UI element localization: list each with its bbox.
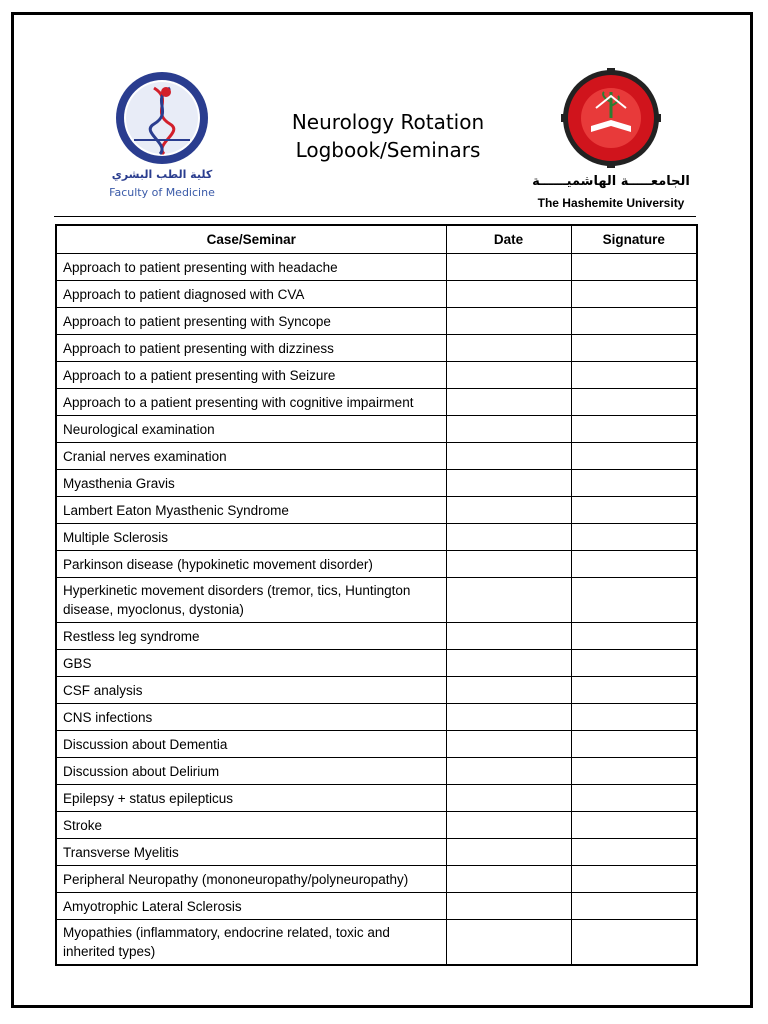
date-cell[interactable]: [446, 650, 571, 677]
date-cell[interactable]: [446, 389, 571, 416]
table-row: [56, 254, 697, 281]
case-seminar-cell: Cranial nerves examination: [56, 443, 446, 470]
date-cell[interactable]: [446, 893, 571, 920]
case-seminar-cell: Peripheral Neuropathy (mononeuropathy/polyneuropathy): [56, 866, 446, 893]
date-cell[interactable]: [446, 704, 571, 731]
table-row: [56, 812, 697, 839]
table-row: [56, 497, 697, 524]
signature-cell[interactable]: [571, 497, 697, 524]
case-seminar-cell: Approach to patient diagnosed with CVA: [56, 281, 446, 308]
date-cell[interactable]: [446, 785, 571, 812]
table-header-row: [56, 225, 697, 254]
case-seminar-cell: Approach to a patient presenting with Seizure: [56, 362, 446, 389]
signature-cell[interactable]: [571, 389, 697, 416]
date-cell[interactable]: [446, 551, 571, 578]
table-row: [56, 416, 697, 443]
table-row: [56, 893, 697, 920]
case-seminar-cell: CNS infections: [56, 704, 446, 731]
table-row: [56, 335, 697, 362]
date-cell[interactable]: [446, 839, 571, 866]
case-seminar-cell: Hyperkinetic movement disorders (tremor, tics, Huntington disease, myoclonus, dystonia): [56, 578, 446, 623]
case-seminar-cell: CSF analysis: [56, 677, 446, 704]
date-cell[interactable]: [446, 578, 571, 623]
case-seminar-cell: Approach to patient presenting with headache: [56, 254, 446, 281]
date-cell[interactable]: [446, 866, 571, 893]
date-cell[interactable]: [446, 623, 571, 650]
date-cell[interactable]: [446, 443, 571, 470]
table-row: [56, 731, 697, 758]
signature-cell[interactable]: [571, 650, 697, 677]
case-seminar-cell: Parkinson disease (hypokinetic movement disorder): [56, 551, 446, 578]
date-cell[interactable]: [446, 524, 571, 551]
signature-cell[interactable]: [571, 677, 697, 704]
signature-cell[interactable]: [571, 920, 697, 966]
faculty-arabic-name: كلية الطب البشري: [111, 168, 213, 181]
case-seminar-cell: Amyotrophic Lateral Sclerosis: [56, 893, 446, 920]
hashemite-university-logo: [530, 66, 692, 216]
faculty-seal-icon: [114, 70, 210, 166]
signature-cell[interactable]: [571, 416, 697, 443]
table-row: [56, 362, 697, 389]
table-row: [56, 866, 697, 893]
case-seminar-cell: Approach to patient presenting with Syncope: [56, 308, 446, 335]
date-cell[interactable]: [446, 758, 571, 785]
faculty-english-name: Faculty of Medicine: [109, 186, 215, 199]
faculty-of-medicine-logo: [110, 68, 214, 202]
case-seminar-cell: Myasthenia Gravis: [56, 470, 446, 497]
column-header-signature: Signature: [571, 225, 697, 254]
date-cell[interactable]: [446, 470, 571, 497]
signature-cell[interactable]: [571, 704, 697, 731]
date-cell[interactable]: [446, 281, 571, 308]
signature-cell[interactable]: [571, 524, 697, 551]
date-cell[interactable]: [446, 497, 571, 524]
table-row: [56, 524, 697, 551]
signature-cell[interactable]: [571, 254, 697, 281]
title-line-1: Neurology Rotation: [291, 110, 485, 134]
case-seminar-cell: Approach to a patient presenting with cognitive impairment: [56, 389, 446, 416]
date-cell[interactable]: [446, 812, 571, 839]
table-row: [56, 677, 697, 704]
page-title: [268, 108, 508, 164]
case-seminar-cell: Lambert Eaton Myasthenic Syndrome: [56, 497, 446, 524]
signature-cell[interactable]: [571, 758, 697, 785]
signature-cell[interactable]: [571, 470, 697, 497]
signature-cell[interactable]: [571, 335, 697, 362]
case-seminar-cell: Myopathies (inflammatory, endocrine related, toxic and inherited types): [56, 920, 446, 966]
case-seminar-cell: Approach to patient presenting with dizziness: [56, 335, 446, 362]
signature-cell[interactable]: [571, 623, 697, 650]
case-seminar-cell: Epilepsy + status epilepticus: [56, 785, 446, 812]
table-row: [56, 470, 697, 497]
university-seal-icon: [558, 68, 664, 168]
date-cell[interactable]: [446, 254, 571, 281]
table-row: [56, 650, 697, 677]
date-cell[interactable]: [446, 920, 571, 966]
case-seminar-cell: Neurological examination: [56, 416, 446, 443]
date-cell[interactable]: [446, 731, 571, 758]
signature-cell[interactable]: [571, 308, 697, 335]
table-row: [56, 920, 697, 966]
signature-cell[interactable]: [571, 893, 697, 920]
date-cell[interactable]: [446, 416, 571, 443]
logbook-table: [55, 224, 698, 966]
table-row: [56, 839, 697, 866]
date-cell[interactable]: [446, 308, 571, 335]
signature-cell[interactable]: [571, 551, 697, 578]
date-cell[interactable]: [446, 335, 571, 362]
case-seminar-cell: Restless leg syndrome: [56, 623, 446, 650]
signature-cell[interactable]: [571, 731, 697, 758]
table-row: [56, 704, 697, 731]
case-seminar-cell: Transverse Myelitis: [56, 839, 446, 866]
case-seminar-cell: Discussion about Delirium: [56, 758, 446, 785]
signature-cell[interactable]: [571, 578, 697, 623]
signature-cell[interactable]: [571, 443, 697, 470]
signature-cell[interactable]: [571, 785, 697, 812]
table-row: [56, 389, 697, 416]
case-seminar-cell: Discussion about Dementia: [56, 731, 446, 758]
signature-cell[interactable]: [571, 866, 697, 893]
title-line-2: Logbook/Seminars: [295, 138, 481, 162]
signature-cell[interactable]: [571, 362, 697, 389]
university-arabic-name: الجامعـــــة الهاشميــــــة: [532, 174, 690, 189]
table-row: [56, 551, 697, 578]
table-row: [56, 785, 697, 812]
signature-cell[interactable]: [571, 839, 697, 866]
header: [0, 0, 768, 220]
table-row: [56, 308, 697, 335]
header-divider: [54, 216, 696, 217]
case-seminar-cell: GBS: [56, 650, 446, 677]
column-header-date: Date: [446, 225, 571, 254]
table-row: [56, 443, 697, 470]
table-row: [56, 758, 697, 785]
table-row: [56, 623, 697, 650]
university-english-name: The Hashemite University: [537, 196, 685, 210]
case-seminar-cell: Multiple Sclerosis: [56, 524, 446, 551]
date-cell[interactable]: [446, 362, 571, 389]
case-seminar-cell: Stroke: [56, 812, 446, 839]
column-header-case-seminar: Case/Seminar: [56, 225, 446, 254]
signature-cell[interactable]: [571, 812, 697, 839]
table-row: [56, 281, 697, 308]
signature-cell[interactable]: [571, 281, 697, 308]
table-row: [56, 578, 697, 623]
date-cell[interactable]: [446, 677, 571, 704]
